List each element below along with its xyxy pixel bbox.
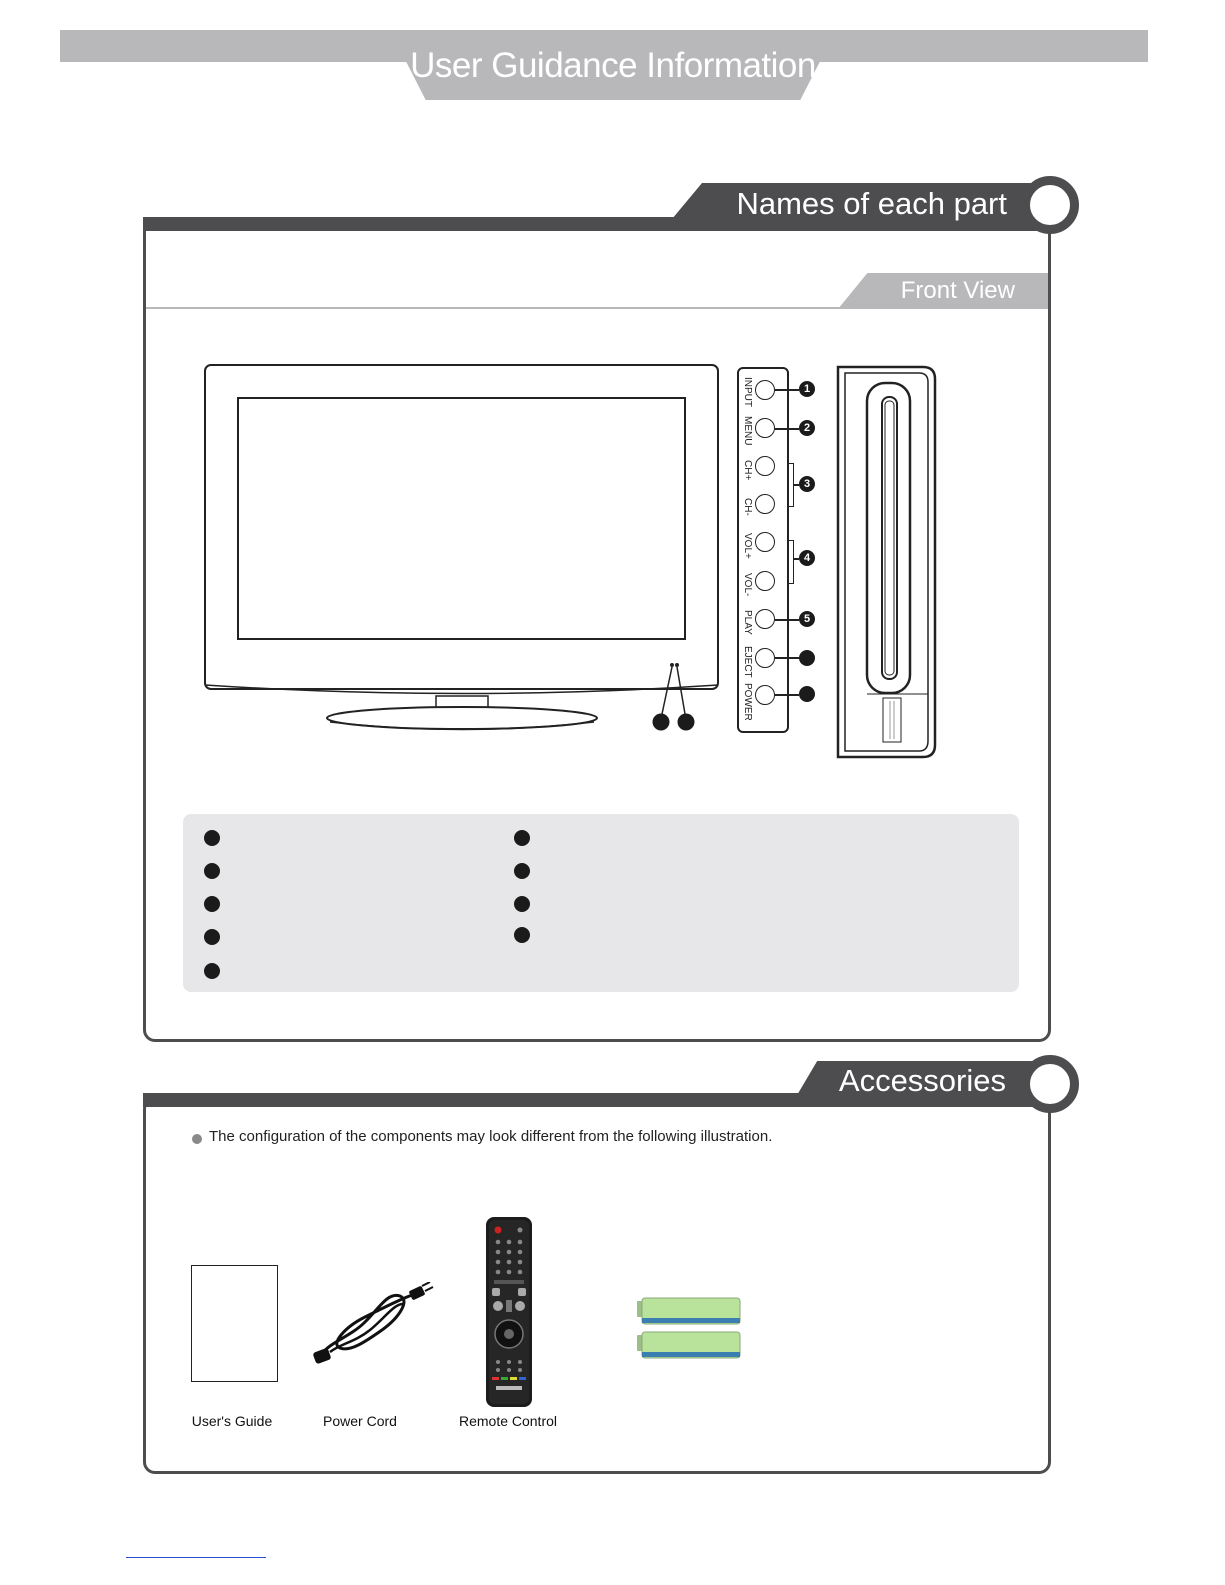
callout-badge: 2 bbox=[799, 420, 815, 436]
page-title: User Guidance Information bbox=[410, 46, 816, 85]
legend-bullet bbox=[514, 863, 530, 879]
callout-badge: 1 bbox=[799, 381, 815, 397]
legend-bullet bbox=[204, 896, 220, 912]
callout-line bbox=[775, 694, 799, 696]
side-button-eject[interactable] bbox=[755, 648, 775, 668]
side-button-label: VOL- bbox=[742, 573, 753, 597]
front-view-title: Front View bbox=[900, 277, 1015, 304]
callout-badge bbox=[799, 686, 815, 702]
tv-front-illustration bbox=[200, 362, 725, 737]
callout-bracket bbox=[787, 540, 794, 584]
accessory-label: Power Cord bbox=[323, 1413, 397, 1429]
side-button-ch-up[interactable] bbox=[755, 456, 775, 476]
accessory-label: Remote Control bbox=[458, 1413, 558, 1429]
note-bullet bbox=[192, 1134, 202, 1144]
side-button-ch-down[interactable] bbox=[755, 494, 775, 514]
side-button-label: VOL+ bbox=[742, 533, 753, 559]
accessories-note: The configuration of the components may look different from the following illustration. bbox=[209, 1128, 773, 1145]
side-button-menu[interactable] bbox=[755, 418, 775, 438]
callout-badge: 5 bbox=[799, 611, 815, 627]
legend-bullet bbox=[514, 896, 530, 912]
side-button-label: INPUT bbox=[742, 377, 753, 407]
legend-bullet bbox=[204, 863, 220, 879]
remote-control-icon bbox=[484, 1216, 534, 1408]
power-cord-icon bbox=[310, 1282, 435, 1372]
legend-bullet bbox=[204, 830, 220, 846]
side-button-input[interactable] bbox=[755, 380, 775, 400]
side-button-label: POWER bbox=[742, 683, 753, 721]
side-button-power[interactable] bbox=[755, 685, 775, 705]
callout-badge bbox=[799, 650, 815, 666]
bottom-link-underline bbox=[126, 1557, 266, 1558]
parts-section-circle-icon bbox=[1021, 176, 1079, 234]
side-button-label: EJECT bbox=[742, 646, 753, 678]
disc-slot-illustration bbox=[835, 365, 940, 760]
side-button-vol-down[interactable] bbox=[755, 571, 775, 591]
parts-section-title: Names of each part bbox=[736, 186, 1007, 221]
accessory-label: User's Guide bbox=[191, 1413, 273, 1429]
callout-line bbox=[775, 389, 799, 391]
legend-bullet bbox=[514, 927, 530, 943]
accessories-section-circle-icon bbox=[1021, 1055, 1079, 1113]
callout-badge: 4 bbox=[799, 550, 815, 566]
parts-legend bbox=[183, 814, 1019, 992]
booklet-icon bbox=[191, 1265, 278, 1382]
side-button-label: CH+ bbox=[742, 460, 753, 481]
side-button-vol-up[interactable] bbox=[755, 532, 775, 552]
accessories-section-title: Accessories bbox=[838, 1063, 1006, 1098]
batteries-icon bbox=[636, 1296, 746, 1364]
side-button-label: CH- bbox=[742, 498, 753, 516]
callout-badge: 3 bbox=[799, 476, 815, 492]
callout-line bbox=[775, 657, 799, 659]
callout-line bbox=[775, 619, 799, 621]
side-button-label: PLAY bbox=[742, 610, 753, 635]
legend-bullet bbox=[514, 830, 530, 846]
side-button-play[interactable] bbox=[755, 609, 775, 629]
side-button-label: MENU bbox=[742, 416, 753, 446]
legend-bullet bbox=[204, 929, 220, 945]
callout-line bbox=[775, 428, 799, 430]
legend-bullet bbox=[204, 963, 220, 979]
